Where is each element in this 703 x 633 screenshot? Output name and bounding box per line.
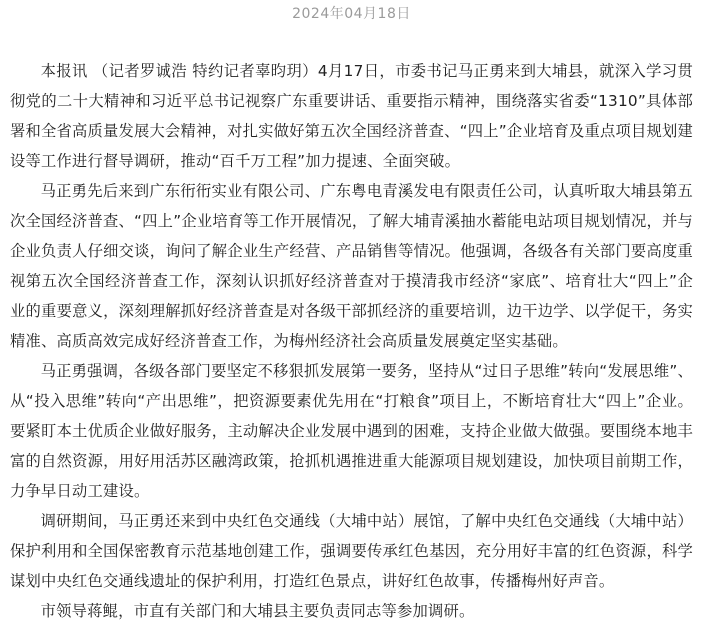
article-paragraph-1: 本报讯 （记者罗诚浩 特约记者辜昀玥）4月17日，市委书记马正勇来到大埔县，就深入学习贯彻党的二十大精神和习近平总书记视察广东重要讲话、重要指示精神，围绕落实省委“1310”具体部署和全省高质量发展大会精神，对扎实做好第五次全国经济普查、“四上”企业培育及重点项目规划建设等工作进行督导调研，推动“百千万工程”加力提速、全面突破。 <box>10 62 693 170</box>
article-paragraph-4: 调研期间，马正勇还来到中央红色交通线（大埔中站）展馆，了解中央红色交通线（大埔中站）保护利用和全国保密教育示范基地创建工作，强调要传承红色基因，充分用好丰富的红色资源，科学谋划中央红色交通线遗址的保护利用，打造红色景点，讲好红色故事，传播梅州好声音。 <box>10 512 693 590</box>
article-paragraph-3: 马正勇强调，各级各部门要坚定不移狠抓发展第一要务，坚持从“过日子思维”转向“发展思维”、从“投入思维”转向“产出思维”，把资源要素优先用在“打粮食”项目上，不断培育壮大“四上”企业。要紧盯本土优质企业做好服务，主动解决企业发展中遇到的困难，支持企业做大做强。要围绕本地丰富的自然资源，用好用活苏区融湾政策，抢抓机遇推进重大能源项目规划建设，加快项目前期工作，力争早日动工建设。 <box>10 362 693 500</box>
article-body <box>10 56 693 626</box>
article-paragraph-5: 市领导蒋鲲，市直有关部门和大埔县主要负责同志等参加调研。 <box>40 602 475 620</box>
publish-date: 2024年04月18日 <box>292 6 411 22</box>
article-paragraph-2: 马正勇先后来到广东衎衎实业有限公司、广东粤电青溪发电有限责任公司，认真听取大埔县第五次全国经济普查、“四上”企业培育等工作开展情况，了解大埔青溪抽水蓄能电站项目规划情况，并与企业负责人仔细交谈，询问了解企业生产经营、产品销售等情况。他强调，各级各有关部门要高度重视第五次全国经济普查工作，深刻认识抓好经济普查对于摸清我市经济“家底”、培育壮大“四上”企业的重要意义，深刻理解抓好经济普查是对各级干部抓经济的重要培训，边干边学、以学促干，务实精准、高质高效完成好经济普查工作，为梅州经济社会高质量发展奠定坚实基础。 <box>10 182 693 350</box>
